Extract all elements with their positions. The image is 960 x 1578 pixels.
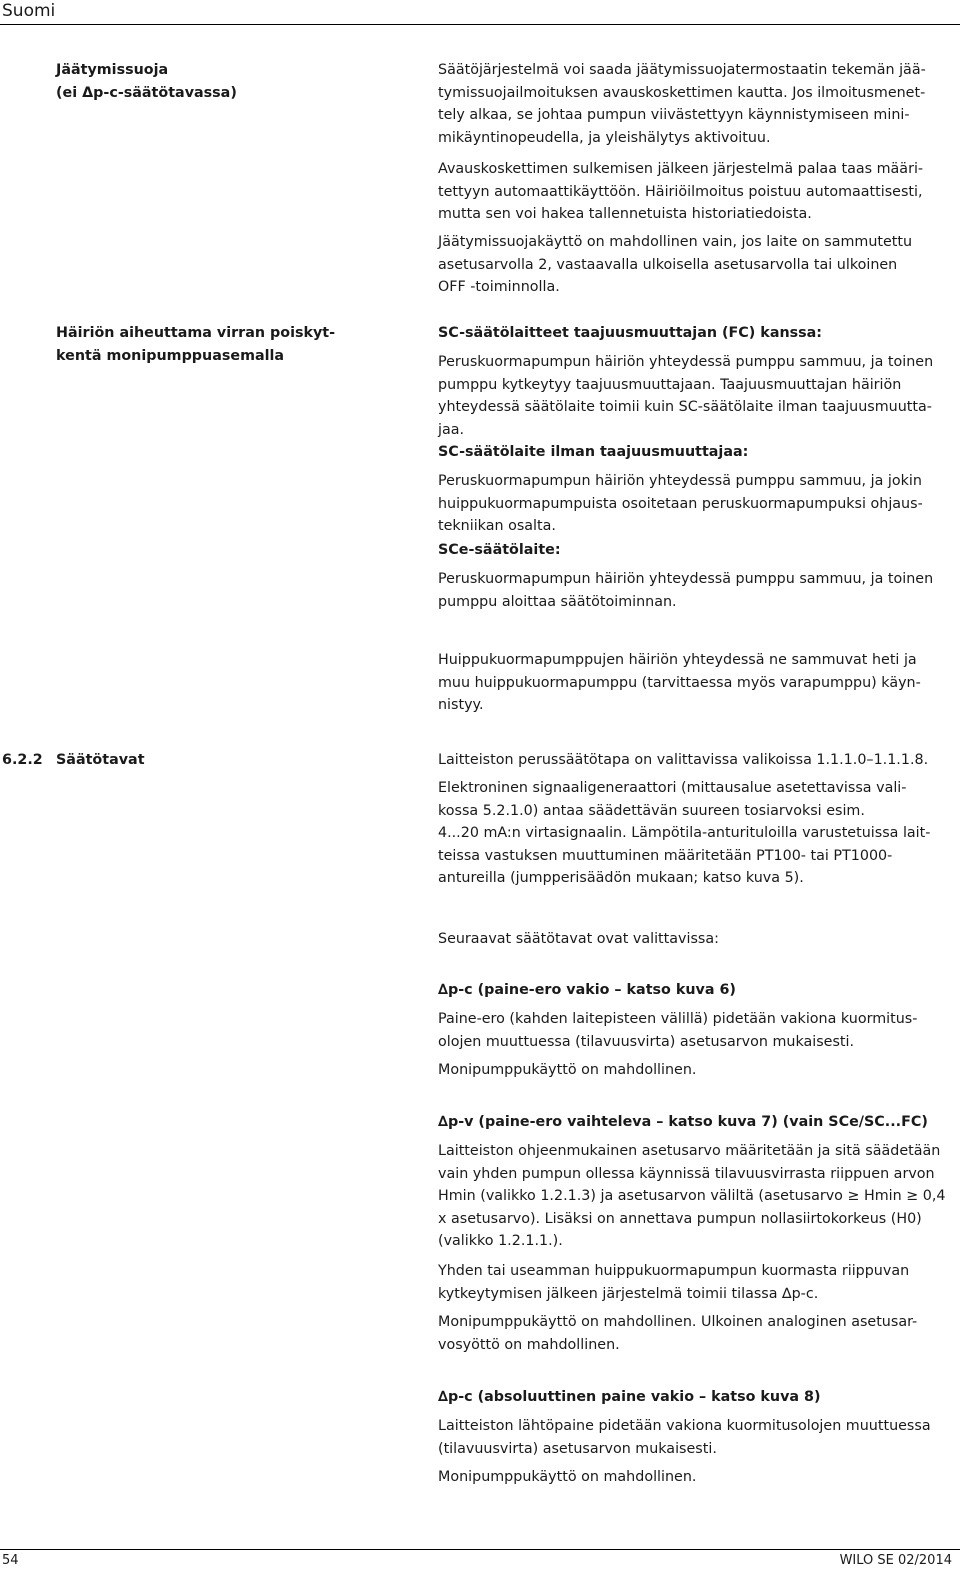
pv-mode-switching-paragraph [438, 1260, 953, 1305]
freeze-paragraph-3 [438, 231, 953, 299]
footer-divider [0, 1549, 960, 1550]
text-line: huippukuormapumpuista osoitetaan peruskuormapumpuksi ohjaus- [438, 495, 923, 512]
sc-without-fc-paragraph [438, 470, 953, 538]
text-line: 4...20 mA:n virtasignaalin. Lämpötila-anturituloilla varustetuissa lait- [438, 825, 931, 841]
freeze-heading-line: (ei Δp-c-säätötavassa) [56, 84, 237, 101]
text-line: Yhden tai useamman huippukuormapumpun kuormasta riippuvan [438, 1263, 910, 1279]
freeze-paragraph-2 [438, 158, 953, 226]
text-line: OFF -toiminnolla. [438, 279, 560, 295]
text-line: kossa 5.2.1.0) antaa säädettävän suureen tosiarvoksi esim. [438, 802, 865, 819]
sce-subheading: SCe-säätölaite: [438, 542, 561, 558]
text-line: kytkeytymisen jälkeen järjestelmä toimii tilassa ∆p-c. [438, 1285, 819, 1302]
text-line: Jäätymissuojakäyttö on mahdollinen vain, jos laite on sammutettu [438, 234, 913, 250]
fault-switch-off-heading [56, 322, 406, 367]
sc-with-fc-paragraph [438, 351, 953, 441]
section-number: 6.2.2 [2, 752, 43, 768]
pc-absolute-multipump-note: Monipumppukäyttö on mahdollinen. [438, 1469, 697, 1485]
page-language-label: Suomi [2, 1, 56, 21]
pc-absolute-mode-heading: ∆p-c (absoluuttinen paine vakio – katso kuva 8) [438, 1389, 821, 1405]
freeze-heading-line: Jäätymissuoja [56, 62, 169, 78]
text-line: antureilla (jumpperisäädön mukaan; katso kuva 5). [438, 870, 804, 886]
pc-mode-paragraph [438, 1008, 953, 1053]
text-line: Säätöjärjestelmä voi saada jäätymissuojatermostaatin tekemän jää- [438, 62, 926, 78]
text-line: Paine-ero (kahden laitepisteen välillä) pidetään vakiona kuormitus- [438, 1011, 918, 1027]
sc-without-fc-subheading: SC-säätölaite ilman taajuusmuuttajaa: [438, 444, 749, 460]
text-line: nistyy. [438, 697, 484, 713]
text-line: tekniikan osalta. [438, 518, 556, 534]
text-line: tely alkaa, se johtaa pumpun viivästettyyn käynnistymiseen mini- [438, 107, 910, 123]
signal-generator-paragraph [438, 777, 953, 890]
text-line: Elektroninen signaaligeneraattori (mittausalue asetettavissa vali- [438, 780, 907, 796]
text-line: Seuraavat säätötavat ovat valittavissa: [438, 931, 719, 947]
text-line: Laitteiston ohjeenmukainen asetusarvo määritetään ja sitä säädetään [438, 1143, 941, 1159]
text-line: mikäyntinopeudella, ja yleishälytys aktivoituu. [438, 129, 771, 146]
text-line: Peruskuormapumpun häiriön yhteydessä pumppu sammuu, ja toinen [438, 354, 934, 370]
header-divider [0, 24, 960, 25]
text-line: Laitteiston perussäätötapa on valittavissa valikoissa 1.1.1.0–1.1.1.8. [438, 752, 929, 768]
text-line: Huippukuormapumppujen häiriön yhteydessä ne sammuvat heti ja [438, 652, 917, 668]
text-line: x asetusarvo). Lisäksi on annettava pumpun nollasiirtokorkeus (H0) [438, 1210, 922, 1227]
pv-mode-multipump-paragraph [438, 1311, 953, 1356]
modes-intro-paragraph [438, 749, 953, 772]
text-line: pumppu kytkeytyy taajuusmuuttajaan. Taajuusmuuttajan häiriön [438, 376, 902, 393]
pc-absolute-mode-paragraph [438, 1415, 953, 1460]
pc-mode-multipump-note: Monipumppukäyttö on mahdollinen. [438, 1062, 697, 1078]
text-line: vosyöttö on mahdollinen. [438, 1336, 620, 1353]
text-line: (tilavuusvirta) asetusarvon mukaisesti. [438, 1440, 717, 1457]
text-line: mutta sen voi hakea tallennetuista historiatiedoista. [438, 206, 812, 222]
text-line: Peruskuormapumpun häiriön yhteydessä pumppu sammuu, ja toinen [438, 571, 934, 587]
text-line: muu huippukuormapumppu (tarvittaessa myös varapumppu) käyn- [438, 674, 921, 691]
text-line: olojen muuttuessa (tilavuusvirta) asetusarvon mukaisesti. [438, 1033, 855, 1050]
text-line: Hmin (valikko 1.2.1.3) ja asetusarvon väliltä (asetusarvo ≥ Hmin ≥ 0,4 [438, 1188, 946, 1204]
fault-heading-line: kentä monipumppuasemalla [56, 347, 285, 364]
peak-load-paragraph [438, 649, 953, 717]
text-line: yhteydessä säätölaite toimii kuin SC-säätölaite ilman taajuusmuutta- [438, 399, 932, 415]
freeze-paragraph-1 [438, 59, 953, 149]
sce-paragraph [438, 568, 953, 613]
pv-mode-heading: ∆p-v (paine-ero vaihteleva – katso kuva 7) (vain SCe/SC...FC) [438, 1114, 928, 1130]
text-line: tymissuojailmoituksen avauskoskettimen kautta. Jos ilmoitusmenet- [438, 84, 926, 101]
freeze-protection-heading [56, 59, 406, 104]
text-line: teissa vastuksen muuttuminen määritetään PT100- tai PT1000- [438, 847, 893, 864]
pc-mode-heading: ∆p-c (paine-ero vakio – katso kuva 6) [438, 982, 736, 998]
pv-mode-paragraph [438, 1140, 953, 1253]
selectable-modes-paragraph [438, 928, 953, 951]
text-line: asetusarvolla 2, vastaavalla ulkoisella asetusarvolla tai ulkoinen [438, 256, 898, 273]
text-line: Monipumppukäyttö on mahdollinen. Ulkoinen analoginen asetusar- [438, 1314, 918, 1330]
fault-heading-line: Häiriön aiheuttama virran poiskyt- [56, 325, 336, 341]
text-line: vain yhden pumpun ollessa käynnissä tilavuusvirrasta riippuen arvon [438, 1165, 935, 1182]
page-number: 54 [2, 1553, 19, 1568]
section-title: Säätötavat [56, 752, 145, 768]
text-line: Avauskoskettimen sulkemisen jälkeen järjestelmä palaa taas määri- [438, 161, 924, 177]
text-line: pumppu aloittaa säätötoiminnan. [438, 593, 677, 610]
text-line: jaa. [438, 421, 465, 438]
text-line: Peruskuormapumpun häiriön yhteydessä pumppu sammuu, ja jokin [438, 473, 922, 489]
publisher-label: WILO SE 02/2014 [839, 1553, 952, 1568]
sc-with-fc-subheading: SC-säätölaitteet taajuusmuuttajan (FC) kanssa: [438, 325, 823, 341]
text-line: (valikko 1.2.1.1.). [438, 1233, 563, 1249]
text-line: Laitteiston lähtöpaine pidetään vakiona kuormitusolojen muuttuessa [438, 1418, 931, 1434]
text-line: tettyyn automaattikäyttöön. Häiriöilmoitus poistuu automaattisesti, [438, 183, 923, 200]
